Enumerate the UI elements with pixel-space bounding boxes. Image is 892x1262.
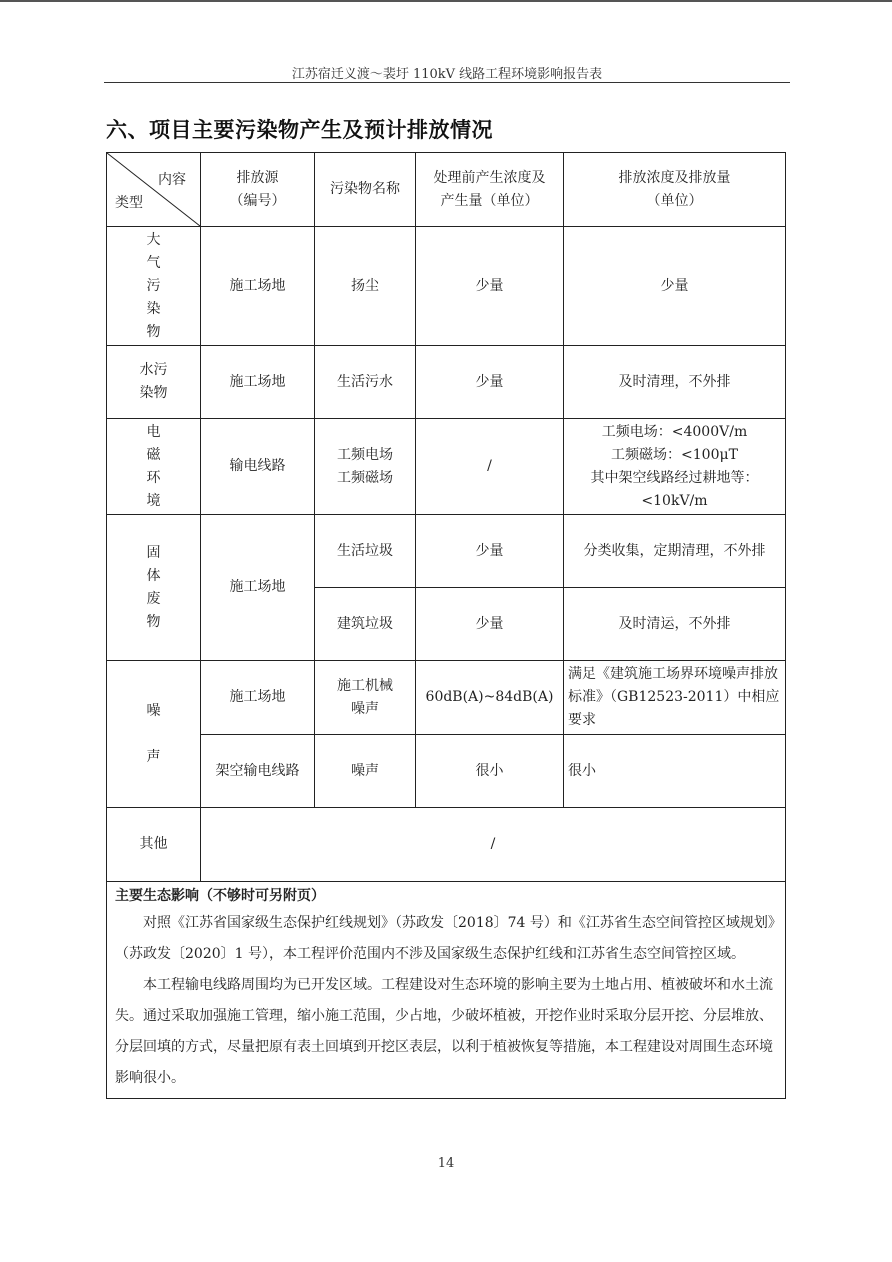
type-cell-noise: 噪 声 — [107, 661, 201, 808]
section-title: 六、项目主要污染物产生及预计排放情况 — [106, 118, 493, 142]
corner-content-label: 内容 — [158, 172, 186, 188]
column-header-before: 处理前产生浓度及 产生量（单位） — [416, 153, 564, 227]
header-rule — [104, 82, 790, 83]
table-row-noise-2 — [107, 735, 786, 808]
table-row-em — [107, 419, 786, 515]
pollutant-cell: 工频电场 工频磁场 — [315, 419, 416, 515]
pollutant-cell: 生活垃圾 — [315, 515, 416, 588]
pollutant-cell: 施工机械 噪声 — [315, 661, 416, 735]
type-cell-other: 其他 — [107, 808, 201, 882]
source-cell: 施工场地 — [201, 346, 315, 419]
type-cell-air: 大 气 污 染 物 — [107, 227, 201, 346]
before-cell: 少量 — [416, 227, 564, 346]
table-row-other — [107, 808, 786, 882]
source-cell: 施工场地 — [201, 227, 315, 346]
source-cell: 架空输电线路 — [201, 735, 315, 808]
emission-cell: 满足《建筑施工场界环境噪声排放标准》（GB12523-2011）中相应要求 — [564, 661, 786, 735]
corner-type-label: 类型 — [115, 195, 143, 211]
table-row-solid-1 — [107, 515, 786, 588]
pollutant-cell: 建筑垃圾 — [315, 588, 416, 661]
pollutant-table — [106, 152, 786, 1099]
top-border — [0, 0, 892, 2]
pollutant-cell: 扬尘 — [315, 227, 416, 346]
ecology-paragraph: 本工程输电线路周围均为已开发区域。工程建设对生态环境的影响主要为土地占用、植被破坏和水土流失。通过采取加强施工管理，缩小施工范围，少占地，少破坏植被，开挖作业时采取分层开挖、分层堆放、分层回填的方式，尽量把原有表土回填到开挖区表层，以利于植被恢复等措施，本工程建设对周围生态环境影响很小。 — [115, 977, 773, 1086]
before-cell: 少量 — [416, 515, 564, 588]
table-row-water — [107, 346, 786, 419]
table-row-ecology — [107, 882, 786, 1099]
page-number: 14 — [437, 1156, 455, 1171]
type-cell-em: 电 磁 环 境 — [107, 419, 201, 515]
table-row-air — [107, 227, 786, 346]
pollutant-cell: 噪声 — [315, 735, 416, 808]
ecology-paragraph: 对照《江苏省国家级生态保护红线规划》（苏政发〔2018〕74 号）和《江苏省生态空间管控区域规划》（苏政发〔2020〕1 号），本工程评价范围内不涉及国家级生态保护红线和江苏省生态空间管控区域。 — [115, 915, 775, 962]
emission-cell: 很小 — [564, 735, 786, 808]
emission-cell: 工频电场：<4000V/m 工频磁场：<100μT 其中架空线路经过耕地等： <10kV/m — [564, 419, 786, 515]
column-header-emission: 排放浓度及排放量 （单位） — [564, 153, 786, 227]
corner-header-cell — [107, 153, 201, 227]
emission-cell: 少量 — [564, 227, 786, 346]
emission-cell: 及时清理，不外排 — [564, 346, 786, 419]
ecology-title: 主要生态影响（不够时可另附页） — [115, 888, 325, 904]
source-cell: 施工场地 — [201, 515, 315, 661]
type-cell-solid: 固 体 废 物 — [107, 515, 201, 661]
before-cell: / — [416, 419, 564, 515]
emission-cell: 分类收集，定期清理，不外排 — [564, 515, 786, 588]
column-header-pollutant: 污染物名称 — [315, 153, 416, 227]
pollutant-cell: 生活污水 — [315, 346, 416, 419]
diagonal-line — [107, 153, 200, 226]
source-cell: 输电线路 — [201, 419, 315, 515]
ecology-cell — [107, 882, 786, 1099]
column-header-source: 排放源 （编号） — [201, 153, 315, 227]
before-cell: 少量 — [416, 346, 564, 419]
emission-cell: 及时清运，不外排 — [564, 588, 786, 661]
type-cell-water: 水污 染物 — [107, 346, 201, 419]
source-cell: 施工场地 — [201, 661, 315, 735]
table-row-noise-1 — [107, 661, 786, 735]
document-header: 江苏宿迁义渡～裴圩 110kV 线路工程环境影响报告表 — [291, 67, 603, 82]
before-cell: 60dB(A)~84dB(A) — [416, 661, 564, 735]
table-header-row — [107, 153, 786, 227]
before-cell: 少量 — [416, 588, 564, 661]
before-cell: 很小 — [416, 735, 564, 808]
other-value-cell: / — [201, 808, 786, 882]
